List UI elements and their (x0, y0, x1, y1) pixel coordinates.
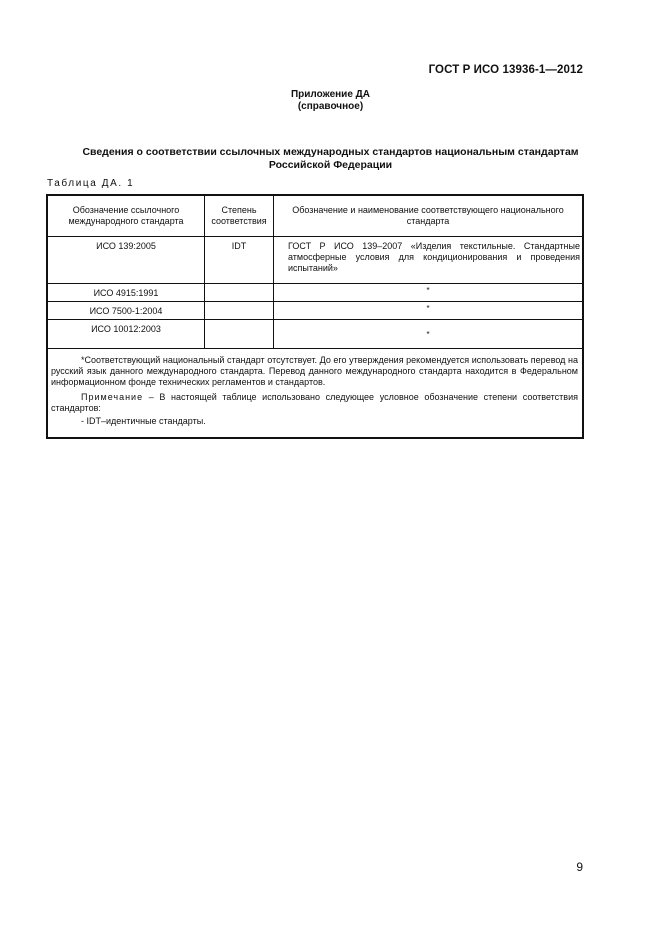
note-paragraph (51, 392, 578, 414)
section-title (47, 146, 614, 171)
cell-international-standard: ИСО 10012:2003 (47, 320, 205, 349)
table-notes (47, 349, 583, 439)
section-title-line-1: Сведения о соответствии ссылочных международных стандартов национальным стандартам (82, 146, 579, 158)
cell-international-standard: ИСО 139:2005 (47, 237, 205, 284)
cell-international-standard: ИСО 7500-1:2004 (47, 302, 205, 320)
table-row (47, 237, 583, 284)
cell-national-standard: ГОСТ Р ИСО 139–2007 «Изделия текстильные. Стандартные атмосферные условия для кондиционирования и проведения испытаний» (274, 237, 584, 284)
annex-title: Приложение ДА (290, 89, 371, 100)
cell-national-standard: * (274, 284, 584, 302)
table-caption: Таблица ДА. 1 (47, 178, 135, 189)
table-row (47, 302, 583, 320)
note-list-item: - IDT–идентичные стандарты. (81, 416, 206, 426)
annex-subtitle: (справочное) (297, 101, 364, 112)
section-title-line-2: Российской Федерации (268, 158, 393, 171)
cell-national-standard: * (274, 320, 584, 349)
table-row (47, 320, 583, 349)
header-degree: Степень соответствия (205, 195, 274, 237)
note-text: – В настоящей таблице использовано следующее условное обозначение степени соответствия стандартов: (51, 392, 578, 413)
correspondence-table (46, 194, 584, 439)
note-label: Примечание (81, 392, 144, 402)
cell-degree (205, 284, 274, 302)
cell-degree (205, 320, 274, 349)
header-international-standard: Обозначение ссылочного международного стандарта (47, 195, 205, 237)
table-row (47, 284, 583, 302)
cell-degree: IDT (205, 237, 274, 284)
header-national-standard: Обозначение и наименование соответствующего национального стандарта (274, 195, 584, 237)
document-code: ГОСТ Р ИСО 13936-1—2012 (428, 64, 583, 76)
cell-national-standard: * (274, 302, 584, 320)
table-header-row (47, 195, 583, 237)
footnote: *Соответствующий национальный стандарт отсутствует. До его утверждения рекомендуется использовать перевод на русский язык данного международного стандарта. Перевод данного международного стандарта находится в Федеральном информационном фонде технических регламентов и стандартов. (51, 355, 578, 387)
cell-degree (205, 302, 274, 320)
table-notes-row (47, 349, 583, 439)
annex-heading (0, 89, 661, 113)
cell-international-standard: ИСО 4915:1991 (47, 284, 205, 302)
page-number: 9 (576, 860, 583, 874)
